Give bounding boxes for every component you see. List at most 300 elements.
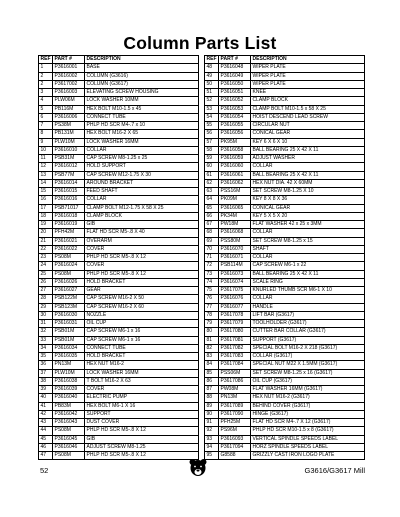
table-row xyxy=(205,369,365,377)
ref-cell: 77 xyxy=(205,303,219,311)
table-row xyxy=(39,163,199,171)
ref-cell: 43 xyxy=(39,419,53,427)
description-cell: CONICAL GEAR xyxy=(251,204,365,212)
ref-cell: 36 xyxy=(39,361,53,369)
table-row xyxy=(205,130,365,138)
table-row xyxy=(39,427,199,435)
table-row xyxy=(39,377,199,385)
table-row xyxy=(205,435,365,443)
table-row xyxy=(205,262,365,270)
part-number-cell: PW18M xyxy=(219,221,251,229)
description-cell: SET SCREW M8-1.25 x 16 (G3617) xyxy=(251,369,365,377)
description-cell: COLUMN (G3617) xyxy=(85,80,199,88)
description-cell: HANDLE xyxy=(251,303,365,311)
table-row xyxy=(205,196,365,204)
part-number-cell: P3616058 xyxy=(219,146,251,154)
part-number-cell: PB131M xyxy=(53,130,85,138)
description-cell: CAP SCREW M16-2 X 50 xyxy=(85,295,199,303)
part-number-cell: PSB122M xyxy=(53,295,85,303)
ref-cell: 91 xyxy=(205,419,219,427)
table-row xyxy=(205,105,365,113)
description-cell: SET SCREW M8-1.25 X 10 xyxy=(251,188,365,196)
description-cell: AROUND BRACKET xyxy=(85,179,199,187)
part-number-cell: P3616026 xyxy=(53,278,85,286)
ref-cell: 24 xyxy=(39,262,53,270)
table-row xyxy=(39,254,199,262)
ref-cell: 26 xyxy=(39,278,53,286)
part-number-cell: P3617084 xyxy=(219,361,251,369)
table-row xyxy=(39,204,199,212)
description-cell: FLAT WASHER 42 x 25 x 3MM xyxy=(251,221,365,229)
part-number-cell: PSB77M xyxy=(53,171,85,179)
ref-cell: 62 xyxy=(205,179,219,187)
ref-cell: 4 xyxy=(39,97,53,105)
description-cell: HOIST DESCEND LEAD SCREW xyxy=(251,113,365,121)
ref-cell: 33 xyxy=(39,336,53,344)
ref-cell: 52 xyxy=(205,97,219,105)
ref-cell: 45 xyxy=(39,435,53,443)
table-header-row xyxy=(39,56,199,64)
description-cell: PHLP HD SCR M5-.8 X 12 xyxy=(85,270,199,278)
part-number-cell: P3616040 xyxy=(53,394,85,402)
description-cell: HEX BOLT M6-1 X 16 xyxy=(85,402,199,410)
description-cell: COLLAR xyxy=(251,229,365,237)
ref-cell: 22 xyxy=(39,245,53,253)
description-cell: CAP SCREW M6-1 x 16 xyxy=(85,336,199,344)
description-cell: SUPPORT (G3617) xyxy=(251,336,365,344)
description-cell: COLLAR (G3617) xyxy=(251,353,365,361)
ref-cell: 81 xyxy=(205,336,219,344)
part-number-cell: G8588 xyxy=(219,452,251,460)
description-cell: COLUMN (G3616) xyxy=(85,72,199,80)
description-cell: OIL CUP (G3617) xyxy=(251,377,365,385)
part-number-cell: P3616050 xyxy=(219,80,251,88)
table-row xyxy=(39,394,199,402)
description-cell: OVERARM xyxy=(85,237,199,245)
description-cell: GIB xyxy=(85,221,199,229)
ref-cell: 30 xyxy=(39,311,53,319)
part-number-cell: PSB01M xyxy=(53,336,85,344)
table-row xyxy=(205,237,365,245)
description-cell: BALL BEARING 25 X 42 X 11 xyxy=(251,171,365,179)
ref-cell: 17 xyxy=(39,204,53,212)
description-cell: CLAMP BOLT M12-1.75 X 58 X 25 xyxy=(85,204,199,212)
part-number-cell: P3616051 xyxy=(219,89,251,97)
description-cell: OIL CUP xyxy=(85,320,199,328)
table-row xyxy=(205,270,365,278)
description-cell: LOCK WASHER 16MM xyxy=(85,369,199,377)
table-row xyxy=(205,64,365,72)
ref-cell: 68 xyxy=(205,229,219,237)
description-cell: HEX NUT DIA. 42 X 60MM xyxy=(251,179,365,187)
ref-cell: 92 xyxy=(205,427,219,435)
ref-cell: 38 xyxy=(39,377,53,385)
table-row xyxy=(205,179,365,187)
table-row xyxy=(39,80,199,88)
ref-cell: 66 xyxy=(205,212,219,220)
table-row xyxy=(39,287,199,295)
part-number-cell: P3616014 xyxy=(53,179,85,187)
part-number-cell: PLW10M xyxy=(53,138,85,146)
ref-cell: 28 xyxy=(39,295,53,303)
table-row xyxy=(39,146,199,154)
description-cell: DUST COVER xyxy=(85,419,199,427)
part-number-cell: P3616021 xyxy=(53,237,85,245)
ref-cell: 46 xyxy=(39,443,53,451)
part-number-cell: PS08M xyxy=(53,254,85,262)
table-row xyxy=(205,402,365,410)
table-row xyxy=(39,270,199,278)
ref-cell: 93 xyxy=(205,435,219,443)
part-number-cell: P3616070 xyxy=(219,245,251,253)
table-row xyxy=(39,221,199,229)
table-row xyxy=(205,138,365,146)
part-number-cell: P3616065 xyxy=(219,204,251,212)
table-row xyxy=(205,278,365,286)
description-cell: ELEVATING SCREW HOUSING xyxy=(85,89,199,97)
ref-cell: 58 xyxy=(205,146,219,154)
ref-cell: 32 xyxy=(39,328,53,336)
part-number-cell: P3616038 xyxy=(53,377,85,385)
part-number-cell: P3616019 xyxy=(53,221,85,229)
table-row xyxy=(39,336,199,344)
ref-cell: 84 xyxy=(205,361,219,369)
table-row xyxy=(205,320,365,328)
ref-cell: 64 xyxy=(205,196,219,204)
table-row xyxy=(39,303,199,311)
ref-cell: 94 xyxy=(205,443,219,451)
description-cell: CLAMP BLOCK xyxy=(251,97,365,105)
ref-cell: 3 xyxy=(39,89,53,97)
description-cell: FLAT HD SCR M4-.7 X 12 (G3617) xyxy=(251,419,365,427)
part-number-cell: P3616022 xyxy=(53,245,85,253)
description-cell: BALL BEARING 25 X 42 X 11 xyxy=(251,270,365,278)
part-number-cell: P3617082 xyxy=(219,344,251,352)
ref-cell: 70 xyxy=(205,245,219,253)
part-number-cell: P3617089 xyxy=(219,402,251,410)
description-cell: CONICAL GEAR xyxy=(251,130,365,138)
part-number-cell: P3616034 xyxy=(53,344,85,352)
description-cell: KNURLED THUMB SCR M6-1 X 10 xyxy=(251,287,365,295)
header-description: DESCRIPTION xyxy=(251,56,365,64)
table-row xyxy=(205,427,365,435)
parts-rows-left xyxy=(39,64,199,460)
table-row xyxy=(205,188,365,196)
ref-cell: 74 xyxy=(205,278,219,286)
part-number-cell: PSS80M xyxy=(219,237,251,245)
parts-table-right xyxy=(204,55,365,460)
description-cell: HEX BOLT M16-2 X 65 xyxy=(85,130,199,138)
table-row xyxy=(39,262,199,270)
ref-cell: 10 xyxy=(39,146,53,154)
part-number-cell: P3616012 xyxy=(53,163,85,171)
description-cell: COLLAR xyxy=(85,146,199,154)
page-number: 52 xyxy=(40,466,49,475)
description-cell: HEX NUT M16-2 xyxy=(85,361,199,369)
table-row xyxy=(205,287,365,295)
ref-cell: 90 xyxy=(205,410,219,418)
part-number-cell: P3616024 xyxy=(53,262,85,270)
description-cell: HORZ SPINDLE SPEEDS LABEL xyxy=(251,443,365,451)
part-number-cell: PSB01M xyxy=(53,328,85,336)
header-part: PART # xyxy=(219,56,251,64)
table-row xyxy=(39,64,199,72)
part-number-cell: PN13M xyxy=(53,361,85,369)
table-header-row xyxy=(205,56,365,64)
description-cell: BASE xyxy=(85,64,199,72)
ref-cell: 71 xyxy=(205,254,219,262)
part-number-cell: PK34M xyxy=(219,212,251,220)
table-row xyxy=(205,254,365,262)
table-row xyxy=(39,188,199,196)
table-row xyxy=(39,97,199,105)
table-row xyxy=(205,229,365,237)
ref-cell: 50 xyxy=(205,80,219,88)
description-cell: BEHIND COVER (G3617) xyxy=(251,402,365,410)
description-cell: SHAFT xyxy=(251,245,365,253)
part-number-cell: P3616076 xyxy=(219,295,251,303)
part-number-cell: PSB71017 xyxy=(53,204,85,212)
description-cell: PHLP HD SCR M4-.7 x 10 xyxy=(85,122,199,130)
description-cell: COVER xyxy=(85,386,199,394)
ref-cell: 21 xyxy=(39,237,53,245)
ref-cell: 40 xyxy=(39,394,53,402)
ref-cell: 87 xyxy=(205,386,219,394)
table-row xyxy=(39,113,199,121)
ref-cell: 75 xyxy=(205,287,219,295)
part-number-cell: P3616055 xyxy=(219,122,251,130)
description-cell: PHLP HD SCR M5-.8 X 12 xyxy=(85,427,199,435)
table-row xyxy=(205,344,365,352)
ref-cell: 27 xyxy=(39,287,53,295)
part-number-cell: P3616030 xyxy=(53,311,85,319)
table-row xyxy=(39,443,199,451)
part-number-cell: PK95M xyxy=(219,138,251,146)
description-cell: CONNECT TUBE xyxy=(85,344,199,352)
ref-cell: 11 xyxy=(39,155,53,163)
description-cell: HOLD SUPPORT xyxy=(85,163,199,171)
table-row xyxy=(39,245,199,253)
ref-cell: 41 xyxy=(39,402,53,410)
header-ref: REF xyxy=(206,56,217,63)
ref-cell: 86 xyxy=(205,377,219,385)
part-number-cell: PSB31M xyxy=(53,155,85,163)
part-number-cell: P3617079 xyxy=(219,320,251,328)
part-number-cell: PS08M xyxy=(53,270,85,278)
header-part: PART # xyxy=(53,56,85,64)
ref-cell: 5 xyxy=(39,105,53,113)
ref-cell: 39 xyxy=(39,386,53,394)
part-number-cell: P3617081 xyxy=(219,336,251,344)
part-number-cell: PSB114M xyxy=(219,262,251,270)
table-row xyxy=(205,221,365,229)
page-title: Column Parts List xyxy=(123,33,277,53)
table-row xyxy=(205,419,365,427)
table-row xyxy=(205,171,365,179)
part-number-cell: P3617094 xyxy=(219,443,251,451)
part-number-cell: P3616077 xyxy=(219,303,251,311)
ref-cell: 80 xyxy=(205,328,219,336)
table-row xyxy=(205,113,365,121)
part-number-cell: P3616074 xyxy=(219,278,251,286)
table-row xyxy=(205,245,365,253)
table-row xyxy=(205,394,365,402)
table-row xyxy=(205,303,365,311)
ref-cell: 63 xyxy=(205,188,219,196)
ref-cell: 54 xyxy=(205,113,219,121)
part-number-cell: P3616093 xyxy=(219,435,251,443)
ref-cell: 16 xyxy=(39,196,53,204)
part-number-cell: PS96M xyxy=(219,427,251,435)
table-row xyxy=(39,278,199,286)
table-row xyxy=(39,369,199,377)
description-cell: COLLAR xyxy=(251,254,365,262)
ref-cell: 37 xyxy=(39,369,53,377)
description-cell: FEED SHAFT xyxy=(85,188,199,196)
part-number-cell: P3616052 xyxy=(219,97,251,105)
part-number-cell: PS38M xyxy=(53,122,85,130)
part-number-cell: P3616016 xyxy=(53,196,85,204)
description-cell: CAP SCREW M6-1 x 16 xyxy=(85,328,199,336)
part-number-cell: P3616056 xyxy=(219,130,251,138)
ref-cell: 82 xyxy=(205,344,219,352)
description-cell: ELECTRIC PUMP xyxy=(85,394,199,402)
ref-cell: 31 xyxy=(39,320,53,328)
description-cell: KNEE xyxy=(251,89,365,97)
part-number-cell: PS08M xyxy=(53,427,85,435)
ref-cell: 61 xyxy=(205,171,219,179)
table-row xyxy=(39,155,199,163)
bear-logo-icon xyxy=(189,458,207,478)
description-cell: PHLP HD SCR M5-.8 X 12 xyxy=(85,254,199,262)
description-cell: ADJUST WASHER xyxy=(251,155,365,163)
ref-cell: 34 xyxy=(39,344,53,352)
ref-cell: 29 xyxy=(39,303,53,311)
part-number-cell: P3617075 xyxy=(219,287,251,295)
description-cell: COLLAR xyxy=(85,196,199,204)
description-cell: CONNECT TUBE xyxy=(85,113,199,121)
description-cell: SPECIAL BOLT M16-2 X 218 (G3617) xyxy=(251,344,365,352)
ref-cell: 72 xyxy=(205,262,219,270)
table-row xyxy=(205,336,365,344)
table-row xyxy=(39,344,199,352)
table-row xyxy=(205,97,365,105)
part-number-cell: P3616053 xyxy=(219,105,251,113)
ref-cell: 14 xyxy=(39,179,53,187)
ref-cell: 1 xyxy=(39,64,53,72)
description-cell: ADJUST SCREW M8-1.25 xyxy=(85,443,199,451)
table-row xyxy=(205,377,365,385)
ref-cell: 78 xyxy=(205,311,219,319)
model-name: G3616/G3617 Mill xyxy=(304,466,365,475)
ref-cell: 76 xyxy=(205,295,219,303)
description-cell: HOLD BRACKET xyxy=(85,278,199,286)
table-row xyxy=(39,89,199,97)
description-cell: CIRCULAR NUT xyxy=(251,122,365,130)
description-cell: FLAT WASHER 16MM (G3617) xyxy=(251,386,365,394)
description-cell: COVER xyxy=(85,245,199,253)
description-cell: COVER xyxy=(85,262,199,270)
part-number-cell: P3616002 xyxy=(53,72,85,80)
ref-cell: 83 xyxy=(205,353,219,361)
part-number-cell: PFH42M xyxy=(53,229,85,237)
ref-cell: 7 xyxy=(39,122,53,130)
description-cell: T BOLT M16-2 X 63 xyxy=(85,377,199,385)
part-number-cell: P3616006 xyxy=(53,113,85,121)
ref-cell: 59 xyxy=(205,155,219,163)
ref-cell: 55 xyxy=(205,122,219,130)
table-row xyxy=(39,237,199,245)
description-cell: SCALE RING xyxy=(251,278,365,286)
ref-cell: 51 xyxy=(205,89,219,97)
description-cell: KEY 5 X 5 X 20 xyxy=(251,212,365,220)
ref-cell: 19 xyxy=(39,221,53,229)
table-row xyxy=(205,410,365,418)
table-row xyxy=(205,146,365,154)
table-row xyxy=(205,443,365,451)
ref-cell: 79 xyxy=(205,320,219,328)
description-cell: CAP SCREW M8-1.25 x 25 xyxy=(85,155,199,163)
table-row xyxy=(39,130,199,138)
ref-cell: 85 xyxy=(205,369,219,377)
description-cell: SPECIAL NUT M22 X 1.5MM (G3617) xyxy=(251,361,365,369)
ref-cell: 60 xyxy=(205,163,219,171)
table-row xyxy=(39,353,199,361)
ref-cell: 25 xyxy=(39,270,53,278)
part-number-cell: P3616015 xyxy=(53,188,85,196)
part-number-cell: PB83M xyxy=(53,402,85,410)
table-row xyxy=(205,89,365,97)
ref-cell: 49 xyxy=(205,72,219,80)
part-number-cell: P3616073 xyxy=(219,270,251,278)
ref-cell: 2 xyxy=(39,72,53,80)
ref-cell: 67 xyxy=(205,221,219,229)
part-number-cell: P3616039 xyxy=(53,386,85,394)
table-row xyxy=(39,410,199,418)
part-number-cell: P3616045 xyxy=(53,435,85,443)
part-number-cell: PW08M xyxy=(219,386,251,394)
table-row xyxy=(39,311,199,319)
description-cell: LOCK WASHER 16MM xyxy=(85,138,199,146)
description-cell: CAP SCREW M6-1 x 22 xyxy=(251,262,365,270)
description-cell: CAP SCREW M12-1.75 X 30 xyxy=(85,171,199,179)
ref-cell: 18 xyxy=(39,212,53,220)
part-number-cell: P3617090 xyxy=(219,410,251,418)
part-number-cell: P3616059 xyxy=(219,155,251,163)
part-number-cell: PS08M xyxy=(53,452,85,460)
description-cell: COLLAR xyxy=(251,163,365,171)
table-row xyxy=(39,386,199,394)
table-row xyxy=(39,328,199,336)
part-number-cell: P3617083 xyxy=(219,353,251,361)
ref-cell: 15 xyxy=(39,188,53,196)
description-cell: GRIZZLY CAST IRON LOGO PLATE xyxy=(251,452,365,460)
table-row xyxy=(205,122,365,130)
table-row xyxy=(205,80,365,88)
description-cell: FLAT HD SCR M5-.8 X 40 xyxy=(85,229,199,237)
part-number-cell: P3616018 xyxy=(53,212,85,220)
table-row xyxy=(205,295,365,303)
part-number-cell: P3616046 xyxy=(53,443,85,451)
ref-cell: 47 xyxy=(39,452,53,460)
part-number-cell: P3617086 xyxy=(219,377,251,385)
table-row xyxy=(39,138,199,146)
ref-cell: 35 xyxy=(39,353,53,361)
table-row xyxy=(39,452,199,460)
table-row xyxy=(39,419,199,427)
part-number-cell: P3616060 xyxy=(219,163,251,171)
ref-cell: 13 xyxy=(39,171,53,179)
